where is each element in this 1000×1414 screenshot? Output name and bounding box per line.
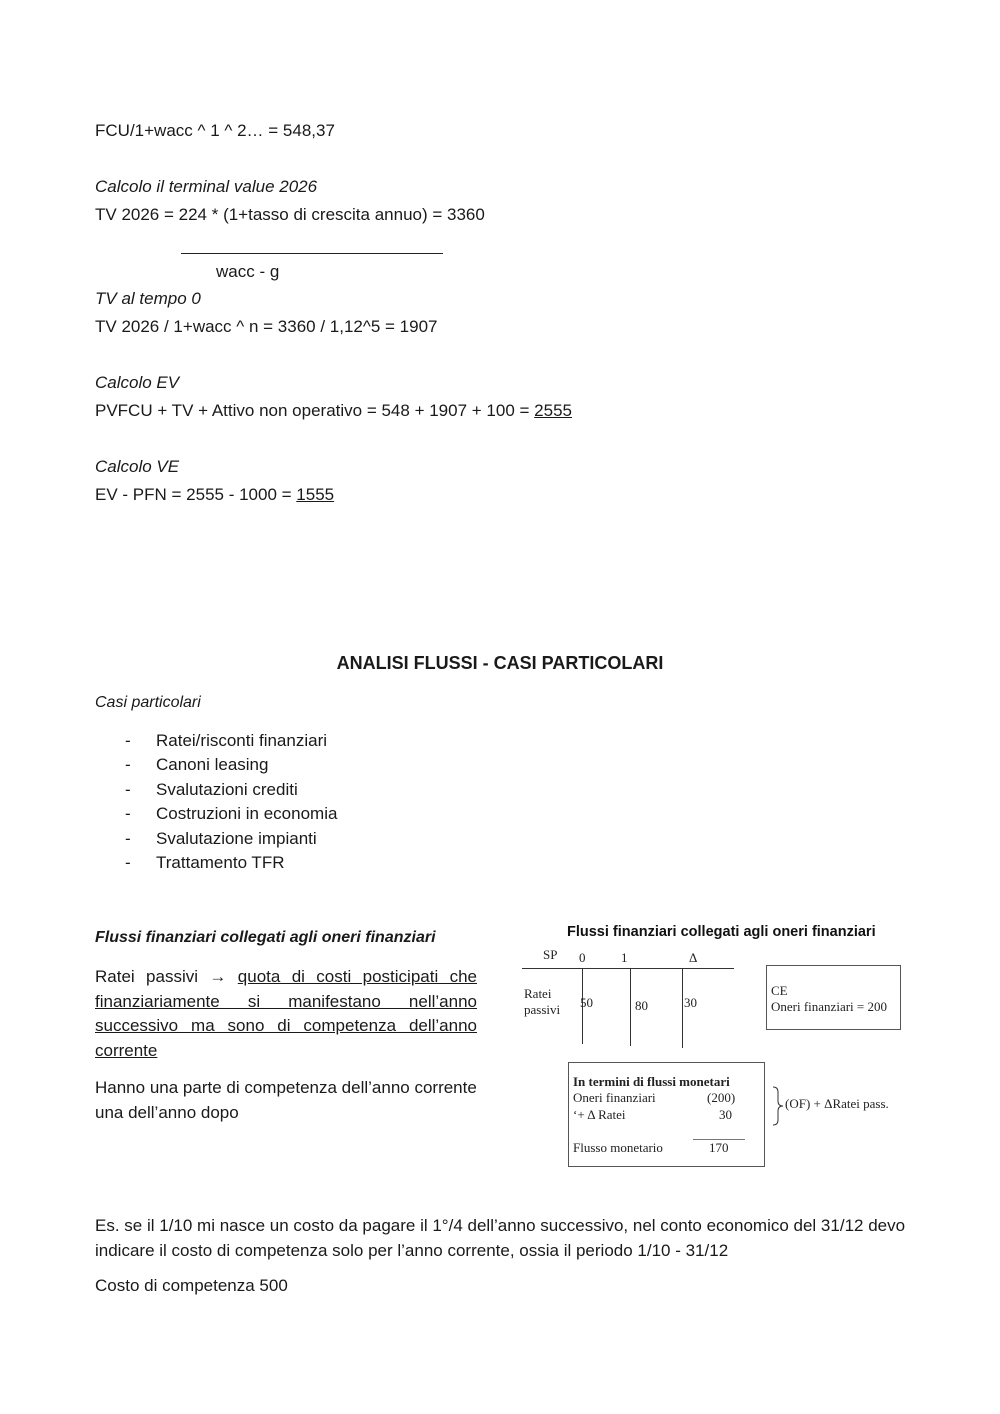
list-item-label: Svalutazioni crediti bbox=[156, 779, 298, 799]
fraction-line bbox=[181, 253, 443, 254]
list-item-label: Svalutazione impianti bbox=[156, 828, 317, 848]
tv0-heading: TV al tempo 0 bbox=[95, 289, 201, 308]
costo-competenza: Costo di competenza 500 bbox=[95, 1276, 288, 1295]
figure-title: Flussi finanziari collegati agli oneri finanziari bbox=[567, 924, 876, 940]
ve-formula-text: EV - PFN = 2555 - 1000 = bbox=[95, 485, 297, 504]
ce-box bbox=[766, 965, 901, 1030]
bullet-dash: - bbox=[125, 804, 131, 824]
flows-row-total-value: 170 bbox=[709, 1140, 729, 1155]
list-item bbox=[95, 753, 337, 777]
value-year-1: 80 bbox=[635, 998, 648, 1013]
list-item-label: Ratei/risconti finanziari bbox=[156, 731, 328, 750]
list-item bbox=[95, 827, 337, 851]
row-label-ratei: Ratei bbox=[524, 986, 552, 1001]
section-title: ANALISI FLUSSI - CASI PARTICOLARI bbox=[336, 653, 664, 673]
ve-heading: Calcolo VE bbox=[95, 457, 180, 476]
section-subtitle: Casi particolari bbox=[95, 694, 201, 711]
ratei-prefix: Ratei passivi → bbox=[95, 967, 238, 986]
flows-box-title: In termini di flussi monetari bbox=[573, 1074, 730, 1089]
curly-brace-icon bbox=[770, 1086, 786, 1126]
example-paragraph: Es. se il 1/10 mi nasce un costo da pagare il 1°/4 dell’anno successivo, nel conto economico del 31/12 devo indicare il costo di competenza solo per l’anno corrente, ossia il periodo 1/10 - 31/12 bbox=[95, 1216, 906, 1260]
ce-label: CE bbox=[771, 983, 788, 998]
value-year-0: 50 bbox=[580, 995, 593, 1010]
col-1-header: 1 bbox=[621, 950, 628, 965]
ev-formula bbox=[95, 401, 572, 421]
row-label-passivi: passivi bbox=[524, 1002, 561, 1017]
flows-row-ratei-value: 30 bbox=[719, 1107, 732, 1122]
col-0-header: 0 bbox=[579, 950, 586, 965]
tv0-formula: TV 2026 / 1+wacc ^ n = 3360 / 1,12^5 = 1907 bbox=[95, 317, 438, 336]
tv-denominator: wacc - g bbox=[216, 262, 280, 281]
oneri-heading: Flussi finanziari collegati agli oneri finanziari bbox=[95, 929, 436, 946]
ve-formula bbox=[95, 485, 334, 505]
list-item bbox=[95, 851, 337, 875]
flows-row-oneri-value: (200) bbox=[707, 1090, 736, 1105]
col-delta-header: Δ bbox=[689, 950, 698, 965]
ev-heading: Calcolo EV bbox=[95, 373, 180, 392]
tv-heading: Calcolo il terminal value 2026 bbox=[95, 177, 318, 196]
sp-header: SP bbox=[543, 947, 558, 962]
sp-header-rule bbox=[522, 968, 734, 969]
brace-note: (OF) + ΔRatei pass. bbox=[785, 1096, 889, 1111]
value-delta: 30 bbox=[684, 995, 697, 1010]
flows-row-oneri-label: Oneri finanziari bbox=[573, 1090, 656, 1105]
ve-result: 1555 bbox=[296, 485, 335, 504]
bullet-dash: - bbox=[125, 731, 131, 750]
list-item bbox=[95, 729, 337, 753]
flows-row-total-label: Flusso monetario bbox=[573, 1140, 663, 1155]
sp-divider bbox=[630, 968, 631, 1046]
ratei-definition: quota di costi posticipati che finanziariamente si manifestano nell’anno successivo ma sono di competenza dell’anno corrente bbox=[95, 967, 478, 1060]
ev-result: 2555 bbox=[534, 401, 572, 420]
list-item-label: Costruzioni in economia bbox=[156, 804, 338, 824]
cases-list bbox=[95, 729, 337, 875]
ce-value: Oneri finanziari = 200 bbox=[771, 999, 887, 1014]
list-item bbox=[95, 802, 337, 826]
flows-row-ratei-label: ‘+ Δ Ratei bbox=[573, 1107, 626, 1122]
ratei-paragraph bbox=[95, 965, 477, 1063]
sp-divider bbox=[682, 968, 683, 1048]
tv-formula: TV 2026 = 224 * (1+tasso di crescita annuo) = 3360 bbox=[95, 205, 485, 224]
list-item-label: Canoni leasing bbox=[156, 755, 269, 775]
pvfcu-formula: FCU/1+wacc ^ 1 ^ 2… = 548,37 bbox=[95, 121, 335, 140]
flows-box bbox=[568, 1062, 765, 1167]
ev-formula-text: PVFCU + TV + Attivo non operativo = 548 + 1907 + 100 = bbox=[95, 401, 535, 420]
list-item-label: Trattamento TFR bbox=[156, 852, 285, 872]
competenza-paragraph: Hanno una parte di competenza dell’anno corrente una dell’anno dopo bbox=[95, 1078, 477, 1122]
list-item bbox=[95, 778, 337, 802]
bullet-dash: - bbox=[125, 779, 131, 799]
bullet-dash: - bbox=[125, 828, 131, 848]
bullet-dash: - bbox=[125, 755, 131, 775]
bullet-dash: - bbox=[125, 852, 131, 872]
